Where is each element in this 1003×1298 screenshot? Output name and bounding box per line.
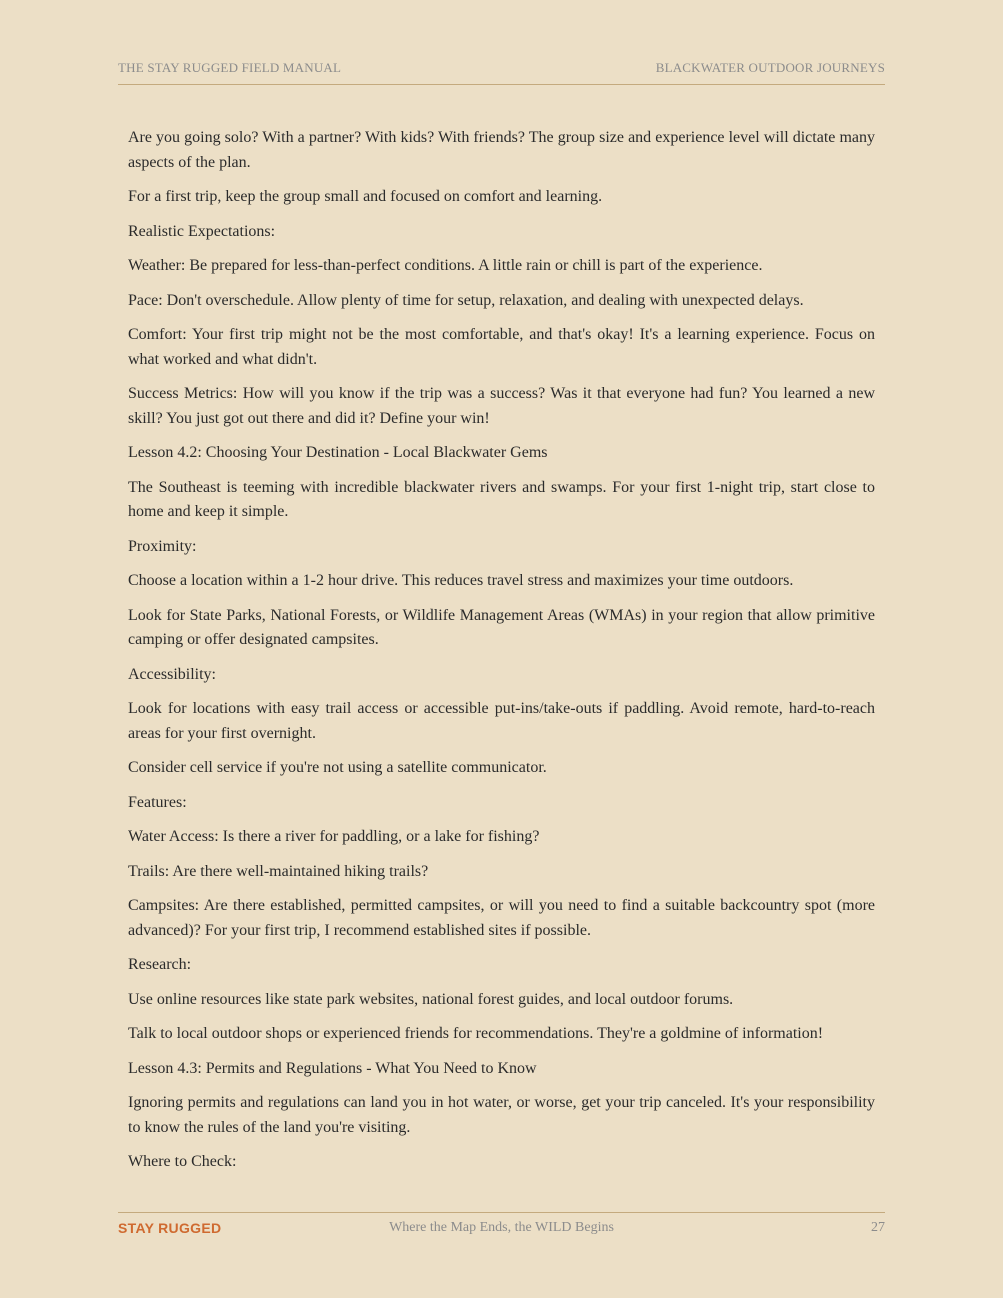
paragraph: Talk to local outdoor shops or experienced friends for recommendations. They're a goldmine of information! [128, 1025, 824, 1042]
paragraph: The Southeast is teeming with incredible blackwater rivers and swamps. For your first 1-night trip, start close to home and keep it simple. [128, 478, 875, 520]
page-header [118, 60, 885, 85]
paragraph: Consider cell service if you're not using a satellite communicator. [128, 759, 547, 776]
page-footer [118, 1212, 885, 1241]
paragraph: Weather: Be prepared for less-than-perfect conditions. A little rain or chill is part of the experience. [128, 257, 763, 274]
paragraph: Where to Check: [128, 1153, 237, 1170]
paragraph: Research: [128, 956, 192, 973]
lesson-heading: Lesson 4.3: Permits and Regulations - What You Need to Know [128, 1059, 537, 1077]
paragraph: Success Metrics: How will you know if the trip was a success? Was it that everyone had fun? You learned a new skill? You just got out there and did it? Define your win! [128, 385, 875, 427]
paragraph: Ignoring permits and regulations can land you in hot water, or worse, get your trip canceled. It's your responsibility to know the rules of the land you're visiting. [128, 1094, 875, 1136]
paragraph: Features: [128, 793, 187, 811]
footer-brand: STAY RUGGED [118, 1220, 222, 1236]
paragraph: Accessibility: [128, 665, 216, 683]
paragraph: Use online resources like state park websites, national forest guides, and local outdoor forums. [128, 990, 734, 1008]
page-number: 27 [871, 1220, 885, 1235]
paragraph: Choose a location within a 1-2 hour drive. This reduces travel stress and maximizes your time outdoors. [128, 572, 794, 589]
paragraph: Proximity: [128, 537, 197, 555]
paragraph: Realistic Expectations: [128, 222, 276, 240]
paragraph: Pace: Don't overschedule. Allow plenty of time for setup, relaxation, and dealing with unexpected delays. [128, 291, 804, 309]
paragraph: Look for locations with easy trail access or accessible put-ins/take-outs if paddling. Avoid remote, hard-to-reach areas for your first overnight. [128, 700, 875, 742]
paragraph: Are you going solo? With a partner? With kids? With friends? The group size and experience level will dictate many aspects of the plan. [128, 129, 875, 171]
header-company-name: BLACKWATER OUTDOOR JOURNEYS [655, 60, 885, 75]
footer-tagline: Where the Map Ends, the WILD Begins [389, 1220, 614, 1235]
header-manual-title: THE STAY RUGGED FIELD MANUAL [118, 60, 342, 75]
paragraph: Water Access: Is there a river for paddling, or a lake for fishing? [128, 828, 540, 845]
paragraph: Trails: Are there well-maintained hiking trails? [128, 862, 429, 880]
paragraph: For a first trip, keep the group small and focused on comfort and learning. [128, 188, 603, 205]
paragraph: Look for State Parks, National Forests, or Wildlife Management Areas (WMAs) in your region that allow primitive camping or offer designated campsites. [128, 606, 875, 648]
lesson-heading: Lesson 4.2: Choosing Your Destination - Local Blackwater Gems [128, 444, 548, 461]
page-body [128, 126, 875, 1185]
paragraph: Comfort: Your first trip might not be the most comfortable, and that's okay! It's a learning experience. Focus on what worked and what didn't. [128, 326, 875, 368]
paragraph: Campsites: Are there established, permitted campsites, or will you need to find a suitable backcountry spot (more advanced)? For your first trip, I recommend established sites if possible. [128, 897, 875, 939]
